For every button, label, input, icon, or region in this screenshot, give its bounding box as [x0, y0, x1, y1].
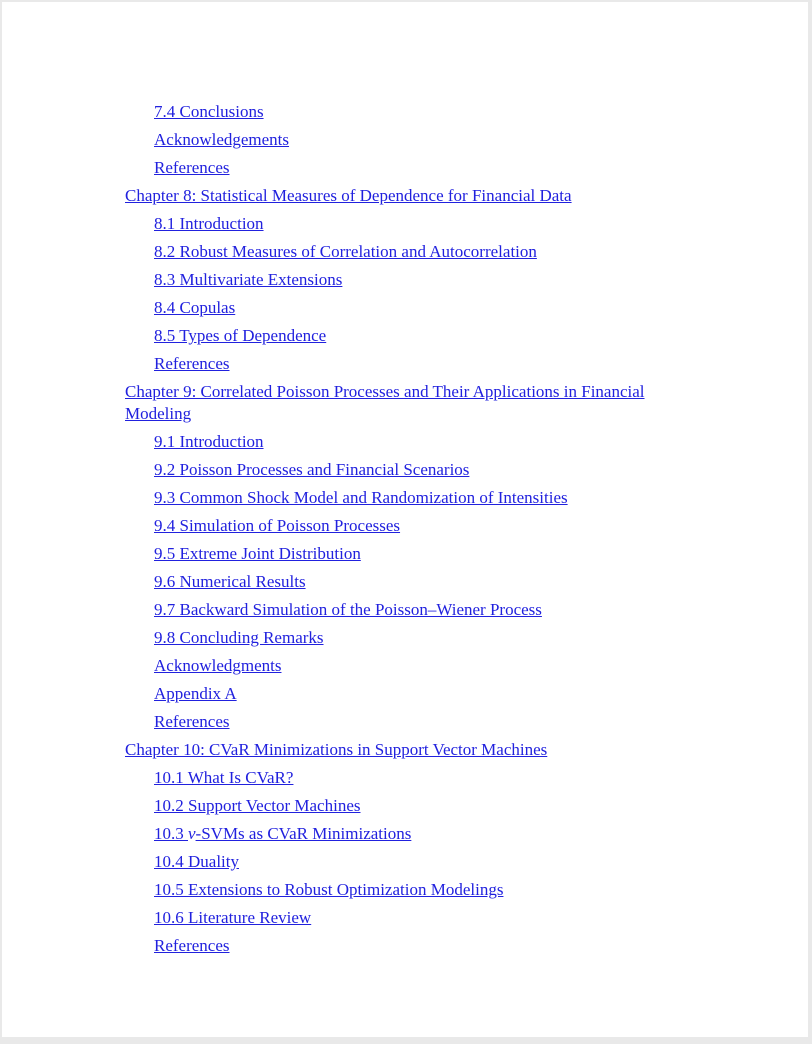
toc-link[interactable]: 10.6 Literature Review	[154, 908, 312, 927]
toc-link[interactable]: 8.1 Introduction	[154, 214, 264, 233]
toc-link-math-symbol: ν	[188, 824, 196, 843]
toc-entry	[125, 907, 707, 929]
toc-entry	[125, 129, 707, 151]
toc-entry	[125, 185, 707, 207]
toc-entry	[125, 879, 707, 901]
toc-entry	[125, 353, 707, 375]
toc-entry	[125, 683, 707, 705]
toc-link[interactable]: References	[154, 354, 230, 373]
toc-link[interactable]: 10.2 Support Vector Machines	[154, 796, 361, 815]
toc-link[interactable]: 9.6 Numerical Results	[154, 572, 306, 591]
toc-entry	[125, 213, 707, 235]
toc-entry	[125, 655, 707, 677]
toc-link[interactable]: 10.4 Duality	[154, 852, 239, 871]
toc-entry	[125, 101, 707, 123]
toc-link[interactable]: References	[154, 936, 230, 955]
toc-entry	[125, 795, 707, 817]
toc-link[interactable]: Appendix A	[154, 684, 237, 703]
toc-link[interactable]: 7.4 Conclusions	[154, 102, 264, 121]
toc-link[interactable]: 9.4 Simulation of Poisson Processes	[154, 516, 401, 535]
toc-entry	[125, 487, 707, 509]
toc-link[interactable]: Chapter 9: Correlated Poisson Processes and Their Applications in Financial Modeling	[125, 382, 645, 423]
toc-entry	[125, 431, 707, 453]
toc-link[interactable]: 9.7 Backward Simulation of the Poisson–Wiener Process	[154, 600, 542, 619]
toc-link[interactable]: Chapter 10: CVaR Minimizations in Support Vector Machines	[125, 740, 548, 759]
toc-link[interactable]: Acknowledgements	[154, 130, 290, 149]
toc-entry	[125, 599, 707, 621]
toc-entry	[125, 157, 707, 179]
toc-link[interactable]: 8.3 Multivariate Extensions	[154, 270, 343, 289]
toc-link[interactable]: 9.2 Poisson Processes and Financial Scenarios	[154, 460, 470, 479]
toc-entry	[125, 515, 707, 537]
toc-entry	[125, 381, 707, 425]
toc-entry	[125, 571, 707, 593]
toc-link[interactable]: 8.4 Copulas	[154, 298, 236, 317]
toc-entry	[125, 269, 707, 291]
toc-link[interactable]: 8.2 Robust Measures of Correlation and Autocorrelation	[154, 242, 537, 261]
toc-entry	[125, 935, 707, 957]
toc-entry	[125, 325, 707, 347]
toc-entry	[125, 739, 707, 761]
toc-entry	[125, 823, 707, 845]
toc-link[interactable]: 10.5 Extensions to Robust Optimization Modelings	[154, 880, 504, 899]
toc-entry	[125, 297, 707, 319]
ebook-page	[2, 2, 808, 1037]
toc-entry	[125, 627, 707, 649]
toc-entry	[125, 711, 707, 733]
toc-link[interactable]	[154, 824, 411, 843]
toc-link-text: 10.3	[154, 824, 188, 843]
toc-entry	[125, 543, 707, 565]
toc-link[interactable]: 10.1 What Is CVaR?	[154, 768, 294, 787]
toc-link[interactable]: 8.5 Types of Dependence	[154, 326, 327, 345]
toc-link[interactable]: 9.8 Concluding Remarks	[154, 628, 324, 647]
toc-link[interactable]: Chapter 8: Statistical Measures of Dependence for Financial Data	[125, 186, 572, 205]
toc-link[interactable]: References	[154, 712, 230, 731]
toc-entry	[125, 459, 707, 481]
toc-link[interactable]: Acknowledgments	[154, 656, 282, 675]
toc-link[interactable]: 9.1 Introduction	[154, 432, 264, 451]
toc-link[interactable]: 9.3 Common Shock Model and Randomization of Intensities	[154, 488, 568, 507]
toc-link[interactable]: References	[154, 158, 230, 177]
toc-entry	[125, 851, 707, 873]
toc-entry	[125, 767, 707, 789]
toc-entry	[125, 241, 707, 263]
toc-link[interactable]: 9.5 Extreme Joint Distribution	[154, 544, 361, 563]
table-of-contents	[125, 101, 707, 963]
toc-link-text: -SVMs as CVaR Minimizations	[195, 824, 412, 843]
